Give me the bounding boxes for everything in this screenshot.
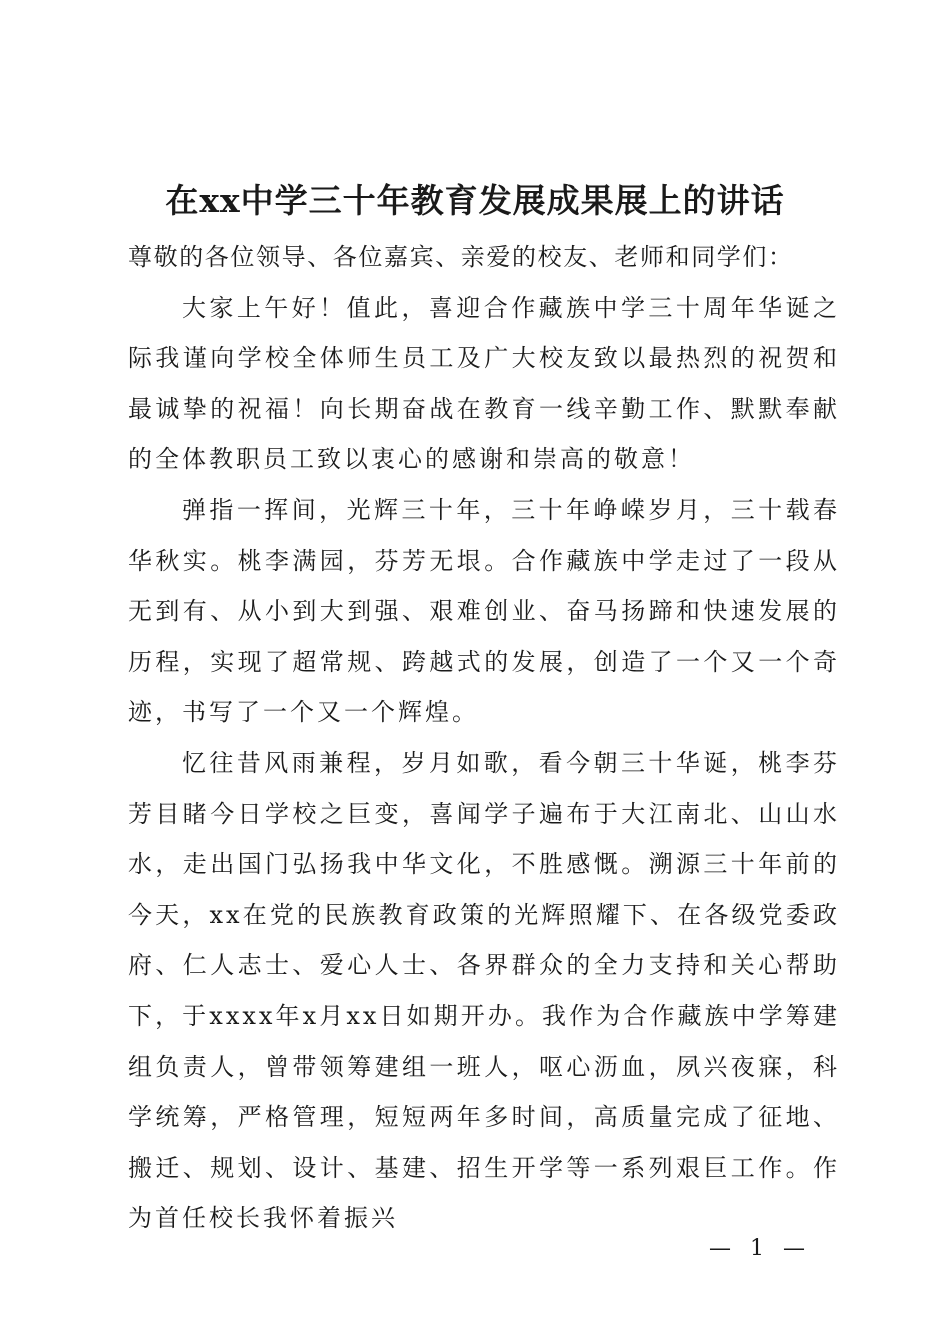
paragraph-3: 忆往昔风雨兼程，岁月如歌，看今朝三十华诞，桃李芬芳目睹今日学校之巨变，喜闻学子遍布于大江南北、山山水水，走出国门弘扬我中华文化，不胜感慨。溯源三十年前的今天，xx在党的民族教育政策的光辉照耀下、在各级党委政府、仁人志士、爱心人士、各界群众的全力支持和关心帮助下，于xxxx年x月xx日如期开办。我作为合作藏族中学筹建组负责人，曾带领筹建组一班人，呕心沥血，夙兴夜寐，科学统筹，严格管理，短短两年多时间，高质量完成了征地、搬迁、规划、设计、基建、招生开学等一系列艰巨工作。作为首任校长我怀着振兴 bbox=[128, 748, 840, 1233]
document-body bbox=[128, 232, 840, 1244]
document-title: 在xx中学三十年教育发展成果展上的讲话 bbox=[165, 181, 785, 220]
paragraph-2: 弹指一挥间，光辉三十年，三十年峥嵘岁月，三十载春华秋实。桃李满园，芬芳无垠。合作藏族中学走过了一段从无到有、从小到大到强、艰难创业、奋马扬蹄和快速发展的历程，实现了超常规、跨越式的发展，创造了一个又一个奇迹，书写了一个又一个辉煌。 bbox=[128, 495, 840, 727]
salutation: 尊敬的各位领导、各位嘉宾、亲爱的校友、老师和同学们： bbox=[128, 243, 794, 271]
page-number: — 1 — bbox=[709, 1236, 811, 1261]
paragraph-1: 大家上午好！值此，喜迎合作藏族中学三十周年华诞之际我谨向学校全体师生员工及广大校友致以最热烈的祝贺和最诚挚的祝福！向长期奋战在教育一线辛勤工作、默默奉献的全体教职员工致以衷心的感谢和崇高的敬意！ bbox=[128, 293, 840, 474]
